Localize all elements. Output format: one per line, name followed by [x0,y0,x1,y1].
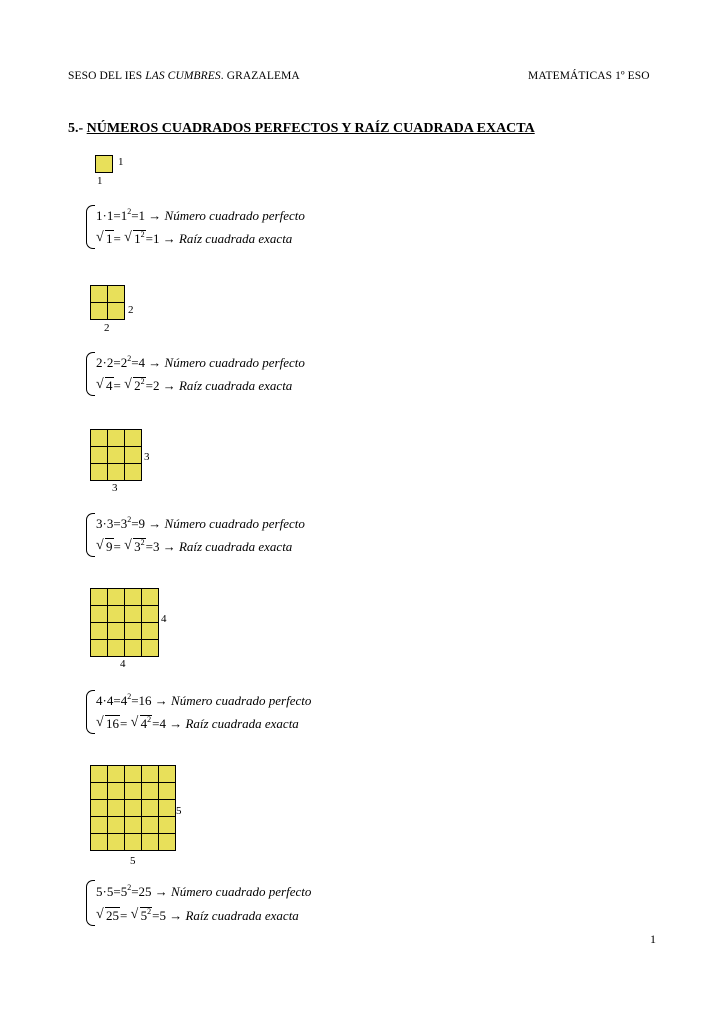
grid-cell [91,447,107,463]
system-brace [86,513,95,557]
side-label-right: 1 [118,156,124,168]
page-number: 1 [650,932,656,946]
grid-cell [91,800,107,816]
square-root-equation: √ 25= √ $5^2=5$ → Raíz cuadrada exacta [96,908,299,924]
system-brace [86,205,95,249]
grid-cell [108,447,124,463]
grid-cell [91,430,107,446]
grid-cell [108,464,124,480]
grid-cell [91,589,107,605]
side-label-right: 5 [176,805,182,817]
grid-cell [108,817,124,833]
side-label-bottom: 4 [120,658,126,670]
grid-cell [108,783,124,799]
grid-cell [91,834,107,850]
square-grid-1 [95,155,113,173]
grid-cell [108,640,124,656]
side-label-bottom: 5 [130,855,136,867]
side-label-right: 4 [161,613,167,625]
square-root-equation: √ 1= √ $1^2=1$ → Raíz cuadrada exacta [96,231,292,247]
grid-cell [125,606,141,622]
square-grid-4 [90,588,159,657]
system-brace [86,880,95,926]
side-label-right: 3 [144,451,150,463]
grid-cell [159,834,175,850]
side-label-bottom: 3 [112,482,118,494]
grid-cell [125,834,141,850]
grid-cell [142,640,158,656]
square-root-equation: √ 16= √ $4^2=4$ → Raíz cuadrada exacta [96,716,299,732]
grid-cell [108,430,124,446]
grid-cell [125,464,141,480]
grid-cell [125,430,141,446]
grid-cell [108,766,124,782]
grid-cell [108,623,124,639]
grid-cell [142,623,158,639]
section-title [68,121,535,137]
perfect-square-equation: $3\cdot 3=3^2=9$ → Número cuadrado perfecto [96,515,305,531]
grid-cell [142,606,158,622]
header-school-suffix: . GRAZALEMA [220,70,300,82]
square-grid-3 [90,429,142,481]
header-left [68,70,300,82]
grid-cell [142,817,158,833]
grid-cell [125,640,141,656]
grid-cell [108,589,124,605]
side-label-right: 2 [128,304,134,316]
grid-cell [91,606,107,622]
side-label-bottom: 2 [104,322,110,334]
grid-cell [125,800,141,816]
grid-cell [108,303,124,319]
grid-cell [142,783,158,799]
grid-cell [91,817,107,833]
grid-cell [142,589,158,605]
grid-cell [91,640,107,656]
perfect-square-equation: $5\cdot 5=5^2=25$ → Número cuadrado perfecto [96,883,312,899]
perfect-square-equation: $2\cdot 2=2^2=4$ → Número cuadrado perfecto [96,354,305,370]
grid-cell [125,623,141,639]
section-heading: NÚMEROS CUADRADOS PERFECTOS Y RAÍZ CUADRADA EXACTA [86,121,535,136]
grid-cell [108,286,124,302]
grid-cell [125,447,141,463]
grid-cell [108,800,124,816]
section-number: 5.- [68,121,87,136]
grid-cell [91,303,107,319]
grid-cell [96,156,112,172]
grid-cell [125,783,141,799]
header-right: MATEMÁTICAS 1º ESO [528,70,650,82]
square-root-equation: √ 9= √ $3^2=3$ → Raíz cuadrada exacta [96,539,292,555]
header-school-name: LAS CUMBRES [145,70,221,82]
grid-cell [142,766,158,782]
grid-cell [91,286,107,302]
grid-cell [159,783,175,799]
header-school-prefix: SESO DEL IES [68,70,146,82]
system-brace [86,690,95,734]
grid-cell [91,783,107,799]
grid-cell [125,817,141,833]
perfect-square-equation: $1\cdot 1=1^2=1$ → Número cuadrado perfecto [96,207,305,223]
grid-cell [142,834,158,850]
grid-cell [91,464,107,480]
perfect-square-equation: $4\cdot 4=4^2=16$ → Número cuadrado perfecto [96,692,312,708]
square-root-equation: √ 4= √ $2^2=2$ → Raíz cuadrada exacta [96,378,292,394]
grid-cell [142,800,158,816]
square-grid-5 [90,765,176,851]
grid-cell [159,800,175,816]
grid-cell [159,817,175,833]
grid-cell [125,766,141,782]
grid-cell [91,623,107,639]
square-grid-2 [90,285,125,320]
grid-cell [91,766,107,782]
grid-cell [159,766,175,782]
side-label-bottom: 1 [97,175,103,187]
grid-cell [108,834,124,850]
system-brace [86,352,95,396]
grid-cell [125,589,141,605]
grid-cell [108,606,124,622]
